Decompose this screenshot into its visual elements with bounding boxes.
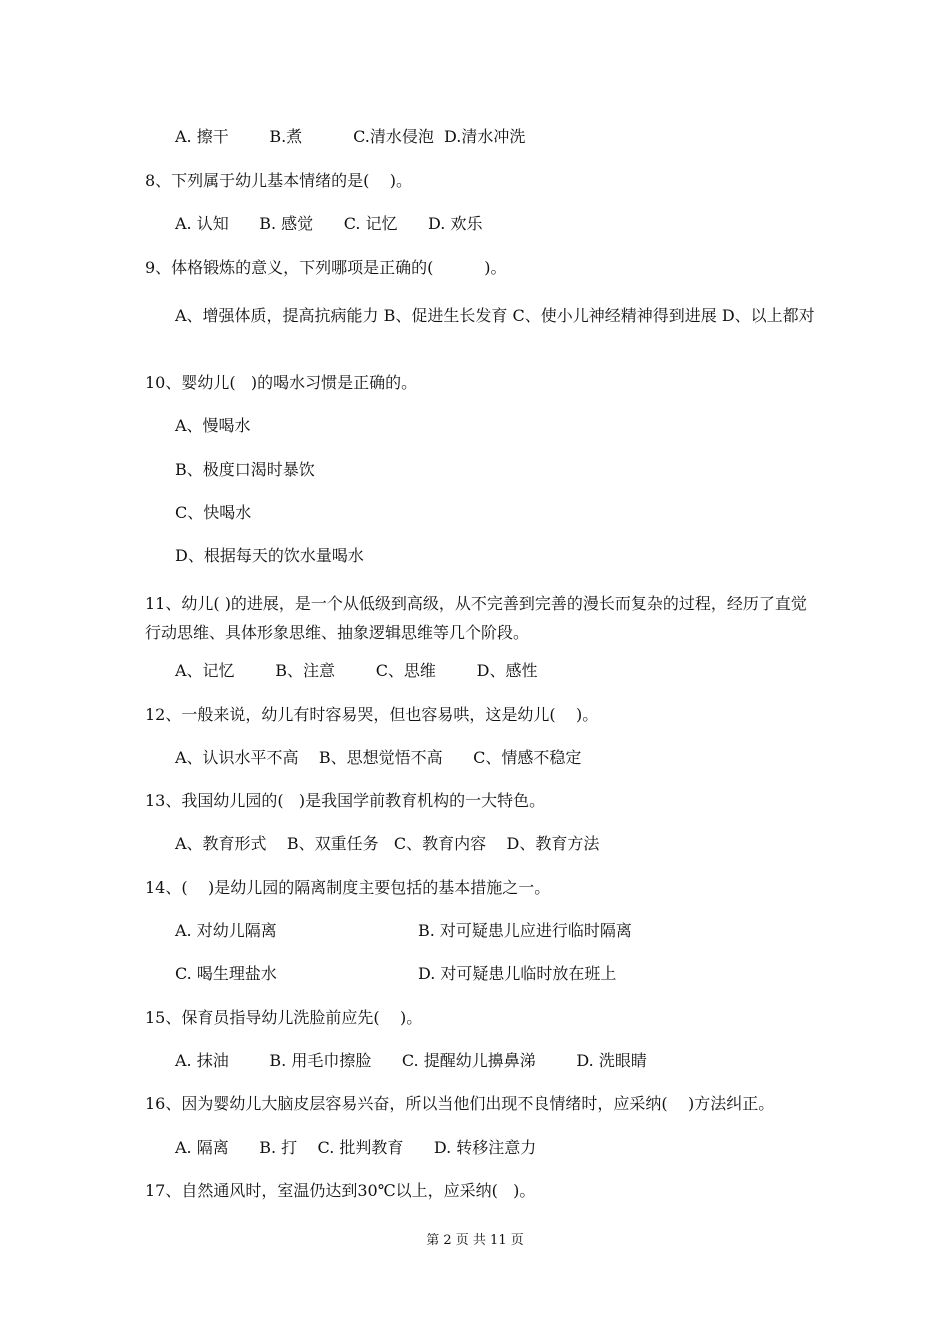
q15-options: A. 抹油 B. 用毛巾擦脸 C. 提醒幼儿擤鼻涕 D. 洗眼睛 [175,1051,647,1070]
q16-options: A. 隔离 B. 打 C. 批判教育 D. 转移注意力 [175,1138,537,1157]
q10-option-b: B、极度口渴时暴饮 [175,460,315,479]
q14-option-c: C. 喝生理盐水 [175,964,277,983]
q7-options: A. 擦干 B.煮 C.清水侵泡 D.清水冲洗 [175,127,526,146]
q15-question: 15、保育员指导幼儿洗脸前应先( )。 [145,1008,423,1027]
q12-question: 12、一般来说，幼儿有时容易哭，但也容易哄，这是幼儿( )。 [145,705,599,724]
q11-options: A、记忆 B、注意 C、思维 D、感性 [175,661,538,680]
q12-options: A、认识水平不高 B、思想觉悟不高 C、情感不稳定 [175,748,582,767]
q16-question: 16、因为婴幼儿大脑皮层容易兴奋，所以当他们出现不良情绪时，应采纳( )方法纠正。 [145,1094,775,1113]
q13-options: A、教育形式 B、双重任务 C、教育内容 D、教育方法 [175,834,600,853]
q13-question: 13、我国幼儿园的( )是我国学前教育机构的一大特色。 [145,791,546,810]
q9-question: 9、体格锻炼的意义，下列哪项是正确的( )。 [145,258,507,277]
q14-question: 14、( )是幼儿园的隔离制度主要包括的基本措施之一。 [145,878,551,897]
q10-option-a: A、慢喝水 [175,416,251,435]
q10-option-d: D、根据每天的饮水量喝水 [175,546,364,565]
q8-question: 8、下列属于幼儿基本情绪的是( )。 [145,171,413,190]
q14-option-a: A. 对幼儿隔离 [175,921,277,940]
q8-options: A. 认知 B. 感觉 C. 记忆 D. 欢乐 [175,214,483,233]
q10-option-c: C、快喝水 [175,503,252,522]
q9-options: A、增强体质，提高抗病能力 B、促进生长发育 C、使小儿神经精神得到进展 D、以上都对 [175,306,815,325]
q11-question: 11、幼儿( )的进展，是一个从低级到高级，从不完善到完善的漫长而复杂的过程，经历了直觉行动思维、具体形象思维、抽象逻辑思维等几个阶段。 [145,594,807,642]
q10-question: 10、婴幼儿( )的喝水习惯是正确的。 [145,373,418,392]
q17-question: 17、自然通风时，室温仍达到30℃以上，应采纳( )。 [145,1181,536,1200]
q14-option-d: D. 对可疑患儿临时放在班上 [418,964,617,983]
q14-option-b: B. 对可疑患儿应进行临时隔离 [418,921,632,940]
page-footer: 第 2 页 共 11 页 [426,1233,524,1248]
